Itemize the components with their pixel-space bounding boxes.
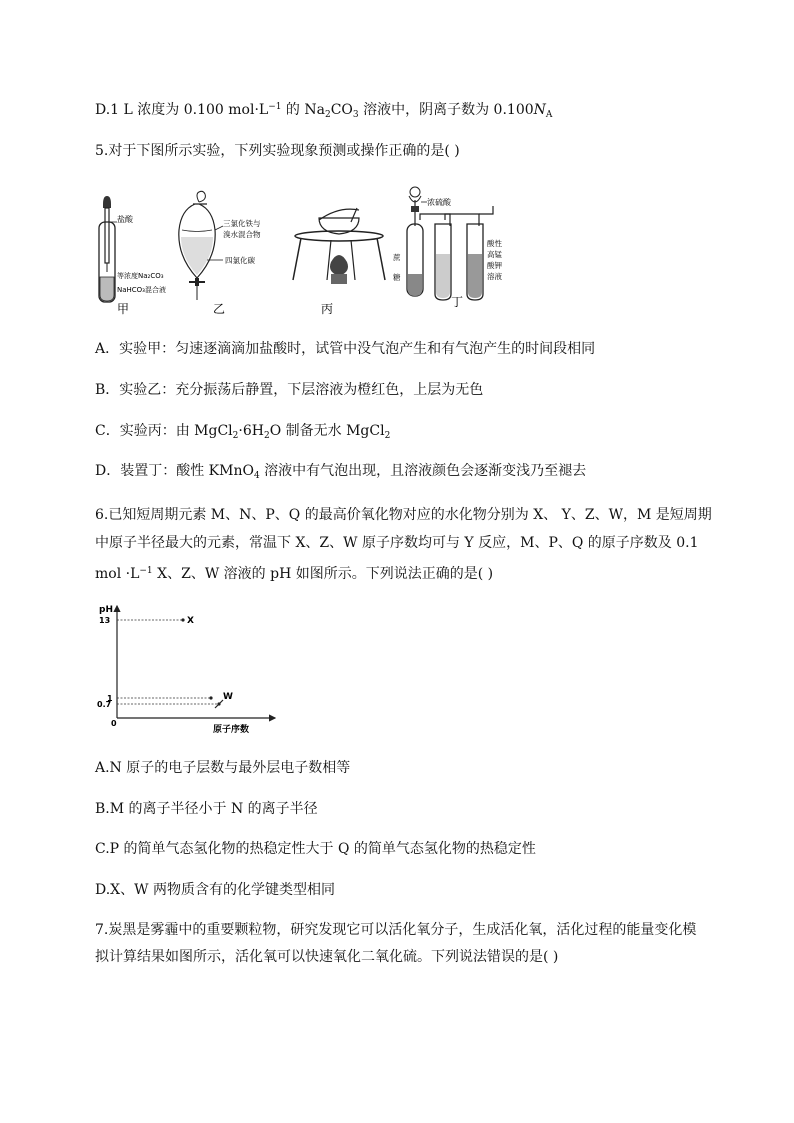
ph-point-z	[209, 696, 212, 699]
yi-bottom-label: 四氯化碳	[225, 256, 255, 265]
text: 溶液中，阴离子数为 0.100	[358, 102, 534, 118]
text: ·6H	[238, 423, 264, 439]
ph-chart	[95, 600, 295, 740]
subscript: 3	[352, 110, 359, 120]
ding-sugar-2: 糖	[393, 273, 401, 282]
superscript: −1	[139, 566, 153, 576]
text: CO	[330, 102, 353, 118]
question-5-option-a: A．实验甲：匀速逐滴滴加盐酸时，试管中没气泡产生和有气泡产生的时间段相同	[95, 341, 596, 357]
x-axis-label: 原子序数	[213, 725, 250, 735]
apparatus-figure	[95, 182, 535, 322]
text: O 制备无水 MgCl	[269, 423, 385, 439]
ding-sugar-1: 蔗	[393, 253, 401, 262]
question-6-line-3	[95, 561, 493, 584]
ding-kmno4-1: 酸性	[487, 239, 502, 248]
jia-mix-label-2: NaHCO₃混合液	[117, 286, 166, 294]
ding-kmno4-3: 酸钾	[487, 261, 502, 270]
text: D．装置丁：酸性 KMnO	[95, 463, 254, 479]
text: mol ·L	[95, 566, 140, 582]
ding-kmno4-2: 高锰	[487, 250, 502, 259]
jia-label: 甲	[117, 302, 130, 316]
question-6-line-1: 6.已知短周期元素 M、N、P、Q 的最高价氧化物对应的水化物分别为 X、 Y、Z、W，M 是短周期	[95, 507, 712, 523]
ding-label: 丁	[451, 295, 464, 309]
subscript: 4	[253, 471, 260, 481]
question-6-line-2: 中原子半径最大的元素，常温下 X、Z、W 原子序数均可与 Y 反应，M、P、Q 的原子序数及 0.1	[95, 535, 699, 551]
point-label-w: W	[223, 692, 233, 702]
question-6-option-d: D.X、W 两物质含有的化学键类型相同	[95, 882, 335, 898]
apparatus-bing	[293, 208, 385, 316]
jia-reagent-label: 盐酸	[117, 215, 133, 224]
yi-label: 乙	[213, 302, 226, 316]
text: ·L	[254, 102, 269, 118]
question-7-line-2: 拟计算结果如图所示，活化氧可以快速氧化二氧化硫。下列说法错误的是( )	[95, 949, 559, 965]
apparatus-yi	[179, 191, 261, 316]
subscript: 2	[384, 431, 391, 441]
jia-mix-label-1: 等浓度Na₂CO₃	[117, 272, 164, 280]
question-6-option-c: C.P 的简单气态氢化物的热稳定性大于 Q 的简单气态氢化物的热稳定性	[95, 841, 536, 857]
text: D.1 L 浓度为 0.100 mol	[95, 102, 255, 118]
subscript: 2	[263, 431, 270, 441]
subscript: 2	[324, 110, 331, 120]
text: 的 Na	[281, 102, 325, 118]
apparatus-ding	[393, 187, 502, 309]
point-label-x: X	[187, 616, 194, 626]
question-5-option-c	[95, 421, 390, 446]
question-6-option-b: B.M 的离子半径小于 N 的离子半径	[95, 801, 318, 817]
question-5: 5.对于下图所示实验，下列实验现象预测或操作正确的是( )	[95, 143, 460, 159]
ph-point-x	[181, 618, 184, 621]
y-tick-label: 1	[107, 694, 113, 703]
apparatus-jia	[99, 196, 166, 316]
question-5-option-d	[95, 461, 586, 486]
y-tick-label: 13	[99, 616, 111, 625]
y-tick-label: 0.7	[97, 700, 112, 709]
subscript: 2	[232, 431, 239, 441]
bing-label: 丙	[321, 302, 334, 316]
text: N	[533, 102, 546, 118]
subscript: A	[545, 110, 553, 120]
ding-acid-label: 浓硫酸	[427, 198, 451, 207]
text: C．实验丙：由 MgCl	[95, 423, 233, 439]
text: 溶液中有气泡出现，且溶液颜色会逐渐变浅乃至褪去	[259, 463, 587, 479]
yi-top-label-2: 溴水混合物	[223, 230, 261, 239]
option-d-line	[95, 97, 552, 125]
superscript: −1	[268, 102, 282, 112]
question-5-option-b: B．实验乙：充分振荡后静置，下层溶液为橙红色，上层为无色	[95, 382, 484, 398]
question-7-line-1: 7.炭黑是雾霾中的重要颗粒物，研究发现它可以活化氧分子，生成活化氧，活化过程的能量变化模	[95, 922, 697, 938]
text: X、Z、W 溶液的 pH 如图所示。下列说法正确的是( )	[152, 566, 494, 582]
origin-label: 0	[111, 719, 117, 728]
question-6-option-a: A.N 原子的电子层数与最外层电子数相等	[95, 760, 351, 776]
y-axis-label: pH	[99, 605, 113, 615]
ding-kmno4-4: 溶液	[487, 272, 502, 281]
yi-top-label-1: 三氯化铁与	[223, 219, 261, 228]
